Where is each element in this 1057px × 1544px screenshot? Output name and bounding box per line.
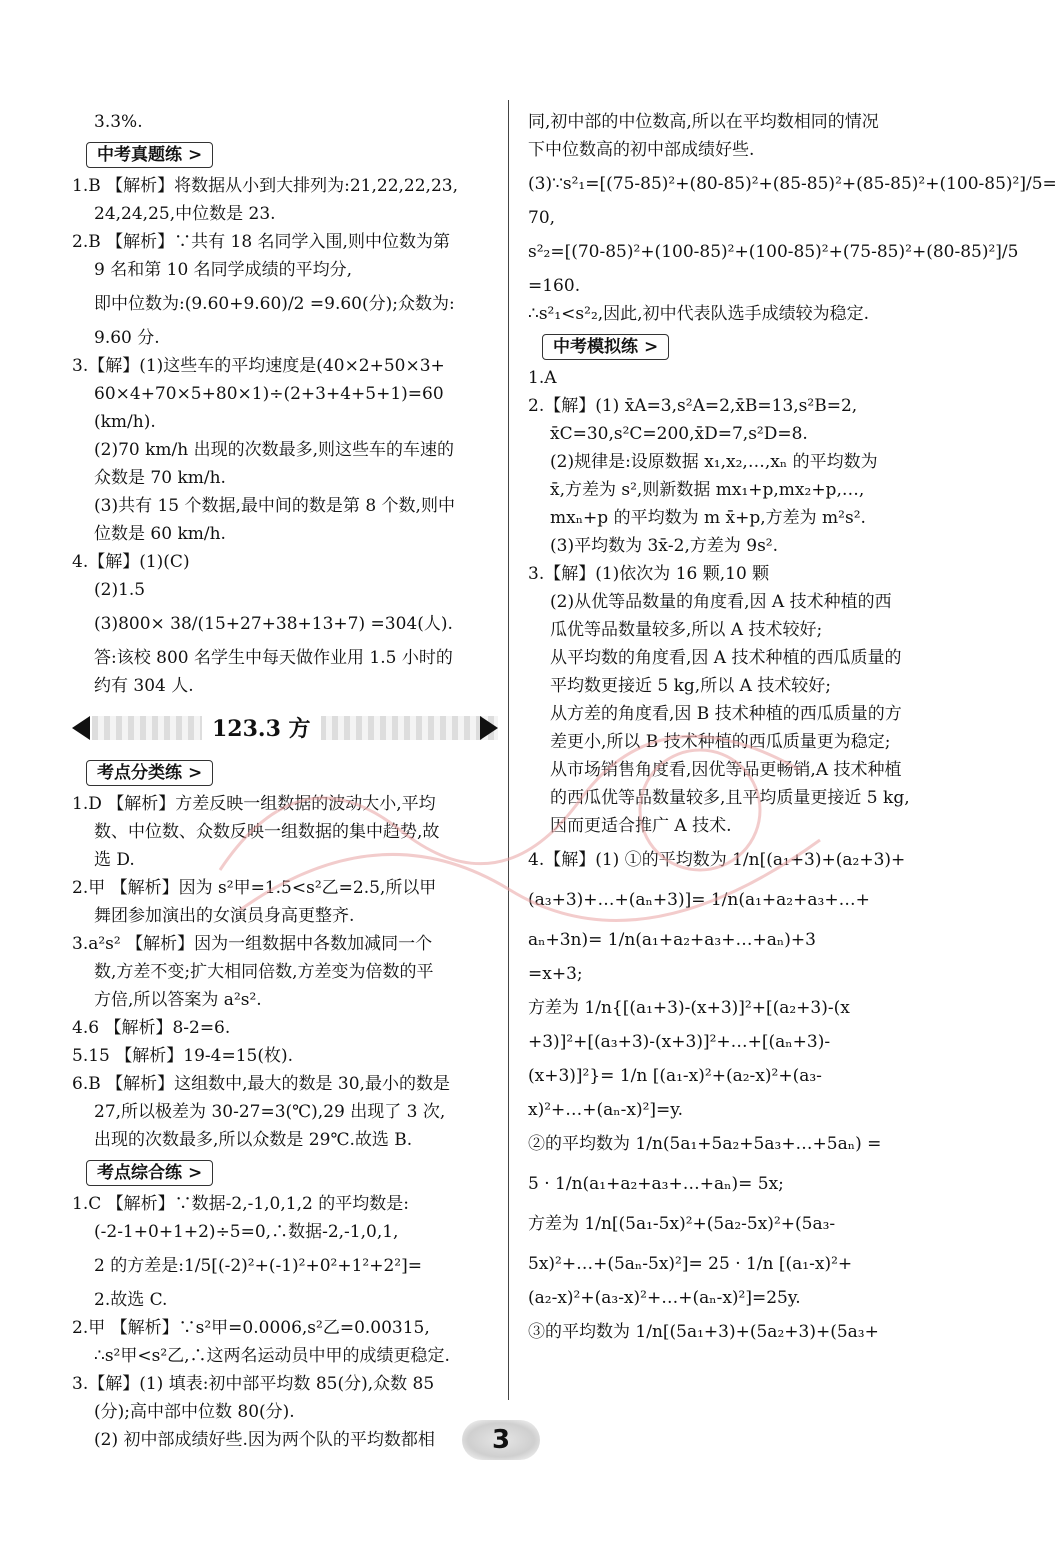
triangle-left-icon bbox=[72, 716, 90, 740]
text-line: (2)1.5 bbox=[94, 580, 146, 600]
text-line: 6.B 【解析】这组数中,最大的数是 30,最小的数是 bbox=[72, 1074, 450, 1094]
text-line: x)²+…+(aₙ-x)²]=y. bbox=[528, 1100, 684, 1120]
text-line: (a₂-x)²+(a₃-x)²+…+(aₙ-x)²]=25y. bbox=[528, 1288, 801, 1308]
page-number: 3 bbox=[491, 1425, 511, 1455]
text-line: 1.D 【解析】方差反映一组数据的波动大小,平均 bbox=[72, 794, 436, 814]
text-line: (3)平均数为 3x̄-2,方差为 9s². bbox=[550, 536, 779, 556]
text-line: (分);高中部中位数 80(分). bbox=[94, 1402, 295, 1422]
section-tag bbox=[542, 334, 669, 360]
section-tag-label: 中考模拟练 bbox=[553, 337, 638, 357]
text-line: 的西瓜优等品数量较多,且平均质量更接近 5 kg, bbox=[550, 788, 910, 808]
text-line: (-2-1+0+1+2)÷5=0,∴数据-2,-1,0,1, bbox=[94, 1222, 399, 1242]
text-line: (a₃+3)+…+(aₙ+3)]= 1/n(a₁+a₂+a₃+…+ bbox=[528, 890, 870, 910]
text-line: 众数是 70 km/h. bbox=[94, 468, 226, 488]
page-number-badge bbox=[462, 1420, 540, 1460]
text-line: 从方差的角度看,因 B 技术种植的西瓜质量的方 bbox=[550, 704, 902, 724]
left-column bbox=[72, 108, 498, 1454]
text-line: 2 的方差是:1/5[(-2)²+(-1)²+0²+1²+2²]= bbox=[94, 1256, 422, 1276]
text-line: 5.15 【解析】19-4=15(枚). bbox=[72, 1046, 293, 1066]
text-line: 下中位数高的初中部成绩好些. bbox=[528, 140, 755, 160]
section-tag bbox=[86, 760, 213, 786]
text-line: 位数是 60 km/h. bbox=[94, 524, 226, 544]
text-line: 3.3%. bbox=[94, 112, 143, 132]
text-line: 因而更适合推广 A 技术. bbox=[550, 816, 732, 836]
text-line: 1.C 【解析】∵数据-2,-1,0,1,2 的平均数是: bbox=[72, 1194, 409, 1214]
text-line: (3)共有 15 个数据,最中间的数是第 8 个数,则中 bbox=[94, 496, 455, 516]
text-line: 2.甲 【解析】∵s²甲=0.0006,s²乙=0.00315, bbox=[72, 1318, 430, 1338]
text-line: ∴s²甲<s²乙,∴这两名运动员中甲的成绩更稳定. bbox=[94, 1346, 450, 1366]
text-line: s²₂=[(70-85)²+(100-85)²+(100-85)²+(75-85)²+(80-85)²]/5 bbox=[528, 242, 1019, 262]
text-line: 2.【解】(1) x̄A=3,s²A=2,x̄B=13,s²B=2, bbox=[528, 396, 858, 416]
section-tag bbox=[86, 1160, 213, 1186]
section-tag-label: 考点综合练 bbox=[97, 1163, 182, 1183]
text-line: 70, bbox=[528, 208, 556, 228]
section-tag-label: 考点分类练 bbox=[97, 763, 182, 783]
text-line: 同,初中部的中位数高,所以在平均数相同的情况 bbox=[528, 112, 879, 132]
text-line: 9.60 分. bbox=[94, 328, 160, 348]
text-line: ②的平均数为 1/n(5a₁+5a₂+5a₃+…+5aₙ) = bbox=[528, 1134, 882, 1154]
text-line: 差更小,所以 B 技术种植的西瓜质量更为稳定; bbox=[550, 732, 891, 752]
text-line: 方倍,所以答案为 a²s². bbox=[94, 990, 262, 1010]
text-line: 1.B 【解析】将数据从小到大排列为:21,22,22,23, bbox=[72, 176, 458, 196]
text-line: 3.【解】(1) 填表:初中部平均数 85(分),众数 85 bbox=[72, 1374, 435, 1394]
section-title: 123.3 方 bbox=[202, 712, 321, 743]
section-tag bbox=[86, 142, 213, 168]
chevron-right-icon: > bbox=[644, 337, 659, 357]
text-line: x̄C=30,s²C=200,x̄D=7,s²D=8. bbox=[550, 424, 808, 444]
text-line: 平均数更接近 5 kg,所以 A 技术较好; bbox=[550, 676, 832, 696]
text-line: (x+3)]²}= 1/n [(a₁-x)²+(a₂-x)²+(a₃- bbox=[528, 1066, 822, 1086]
text-line: 出现的次数最多,所以众数是 29℃.故选 B. bbox=[94, 1130, 413, 1150]
text-line: =x+3; bbox=[528, 964, 583, 984]
text-line: 4.【解】(1)(C) bbox=[72, 552, 190, 572]
text-line: aₙ+3n)= 1/n(a₁+a₂+a₃+…+aₙ)+3 bbox=[528, 930, 816, 950]
text-line: 3.【解】(1)这些车的平均速度是(40×2+50×3+ bbox=[72, 356, 445, 376]
text-line: +3)]²+[(a₃+3)-(x+3)]²+…+[(aₙ+3)- bbox=[528, 1032, 831, 1052]
text-line: 2.B 【解析】∵共有 18 名同学入围,则中位数为第 bbox=[72, 232, 450, 252]
text-line: 1.A bbox=[528, 368, 557, 388]
chevron-right-icon: > bbox=[188, 763, 203, 783]
text-line: 瓜优等品数量较多,所以 A 技术较好; bbox=[550, 620, 823, 640]
text-line: 选 D. bbox=[94, 850, 135, 870]
text-line: mxₙ+p 的平均数为 m x̄+p,方差为 m²s². bbox=[550, 508, 866, 528]
text-line: (2) 初中部成绩好些.因为两个队的平均数都相 bbox=[94, 1430, 435, 1450]
text-line: (3)∵s²₁=[(75-85)²+(80-85)²+(85-85)²+(85-85)²+(100-85)²]/5= bbox=[528, 174, 1057, 194]
text-line: 舞团参加演出的女演员身高更整齐. bbox=[94, 906, 355, 926]
text-line: 60×4+70×5+80×1)÷(2+3+4+5+1)=60 bbox=[94, 384, 444, 404]
text-line: 答:该校 800 名学生中每天做作业用 1.5 小时的 bbox=[94, 648, 453, 668]
chevron-right-icon: > bbox=[188, 145, 203, 165]
text-line: x̄,方差为 s²,则新数据 mx₁+p,mx₂+p,…, bbox=[550, 480, 865, 500]
column-divider bbox=[508, 100, 509, 1400]
text-line: ∴s²₁<s²₂,因此,初中代表队选手成绩较为稳定. bbox=[528, 304, 869, 324]
text-line: 即中位数为:(9.60+9.60)/2 =9.60(分);众数为: bbox=[94, 294, 455, 314]
text-line: (km/h). bbox=[94, 412, 156, 432]
right-column bbox=[528, 108, 1057, 1352]
text-line: 从平均数的角度看,因 A 技术种植的西瓜质量的 bbox=[550, 648, 902, 668]
text-line: 约有 304 人. bbox=[94, 676, 194, 696]
text-line: 4.6 【解析】8-2=6. bbox=[72, 1018, 231, 1038]
section-tag-label: 中考真题练 bbox=[97, 145, 182, 165]
text-line: 9 名和第 10 名同学成绩的平均分, bbox=[94, 260, 353, 280]
text-line: 从市场销售角度看,因优等品更畅销,A 技术种植 bbox=[550, 760, 902, 780]
text-line: 方差为 1/n[(5a₁-5x)²+(5a₂-5x)²+(5a₃- bbox=[528, 1214, 836, 1234]
text-line: 方差为 1/n{[(a₁+3)-(x+3)]²+[(a₂+3)-(x bbox=[528, 998, 850, 1018]
text-line: 5x)²+…+(5aₙ-5x)²]= 25 · 1/n [(a₁-x)²+ bbox=[528, 1254, 853, 1274]
text-line: 4.【解】(1) ①的平均数为 1/n[(a₁+3)+(a₂+3)+ bbox=[528, 850, 906, 870]
text-line: 24,24,25,中位数是 23. bbox=[94, 204, 276, 224]
text-line: ③的平均数为 1/n[(5a₁+3)+(5a₂+3)+(5a₃+ bbox=[528, 1322, 879, 1342]
text-line: 2.甲 【解析】因为 s²甲=1.5<s²乙=2.5,所以甲 bbox=[72, 878, 437, 898]
text-line: =160. bbox=[528, 276, 581, 296]
section-header bbox=[72, 708, 498, 748]
text-line: 数,方差不变;扩大相同倍数,方差变为倍数的平 bbox=[94, 962, 434, 982]
text-line: (3)800× 38/(15+27+38+13+7) =304(人). bbox=[94, 614, 453, 634]
triangle-right-icon bbox=[480, 716, 498, 740]
text-line: 27,所以极差为 30-27=3(℃),29 出现了 3 次, bbox=[94, 1102, 446, 1122]
text-line: 2.故选 C. bbox=[94, 1290, 168, 1310]
text-line: 5 · 1/n(a₁+a₂+a₃+…+aₙ)= 5x; bbox=[528, 1174, 784, 1194]
text-line: 3.a²s² 【解析】因为一组数据中各数加减同一个 bbox=[72, 934, 433, 954]
text-line: (2)从优等品数量的角度看,因 A 技术种植的西 bbox=[550, 592, 892, 612]
text-line: (2)规律是:设原数据 x₁,x₂,…,xₙ 的平均数为 bbox=[550, 452, 878, 472]
text-line: 数、中位数、众数反映一组数据的集中趋势,故 bbox=[94, 822, 440, 842]
text-line: (2)70 km/h 出现的次数最多,则这些车的车速的 bbox=[94, 440, 455, 460]
text-line: 3.【解】(1)依次为 16 颗,10 颗 bbox=[528, 564, 770, 584]
chevron-right-icon: > bbox=[188, 1163, 203, 1183]
